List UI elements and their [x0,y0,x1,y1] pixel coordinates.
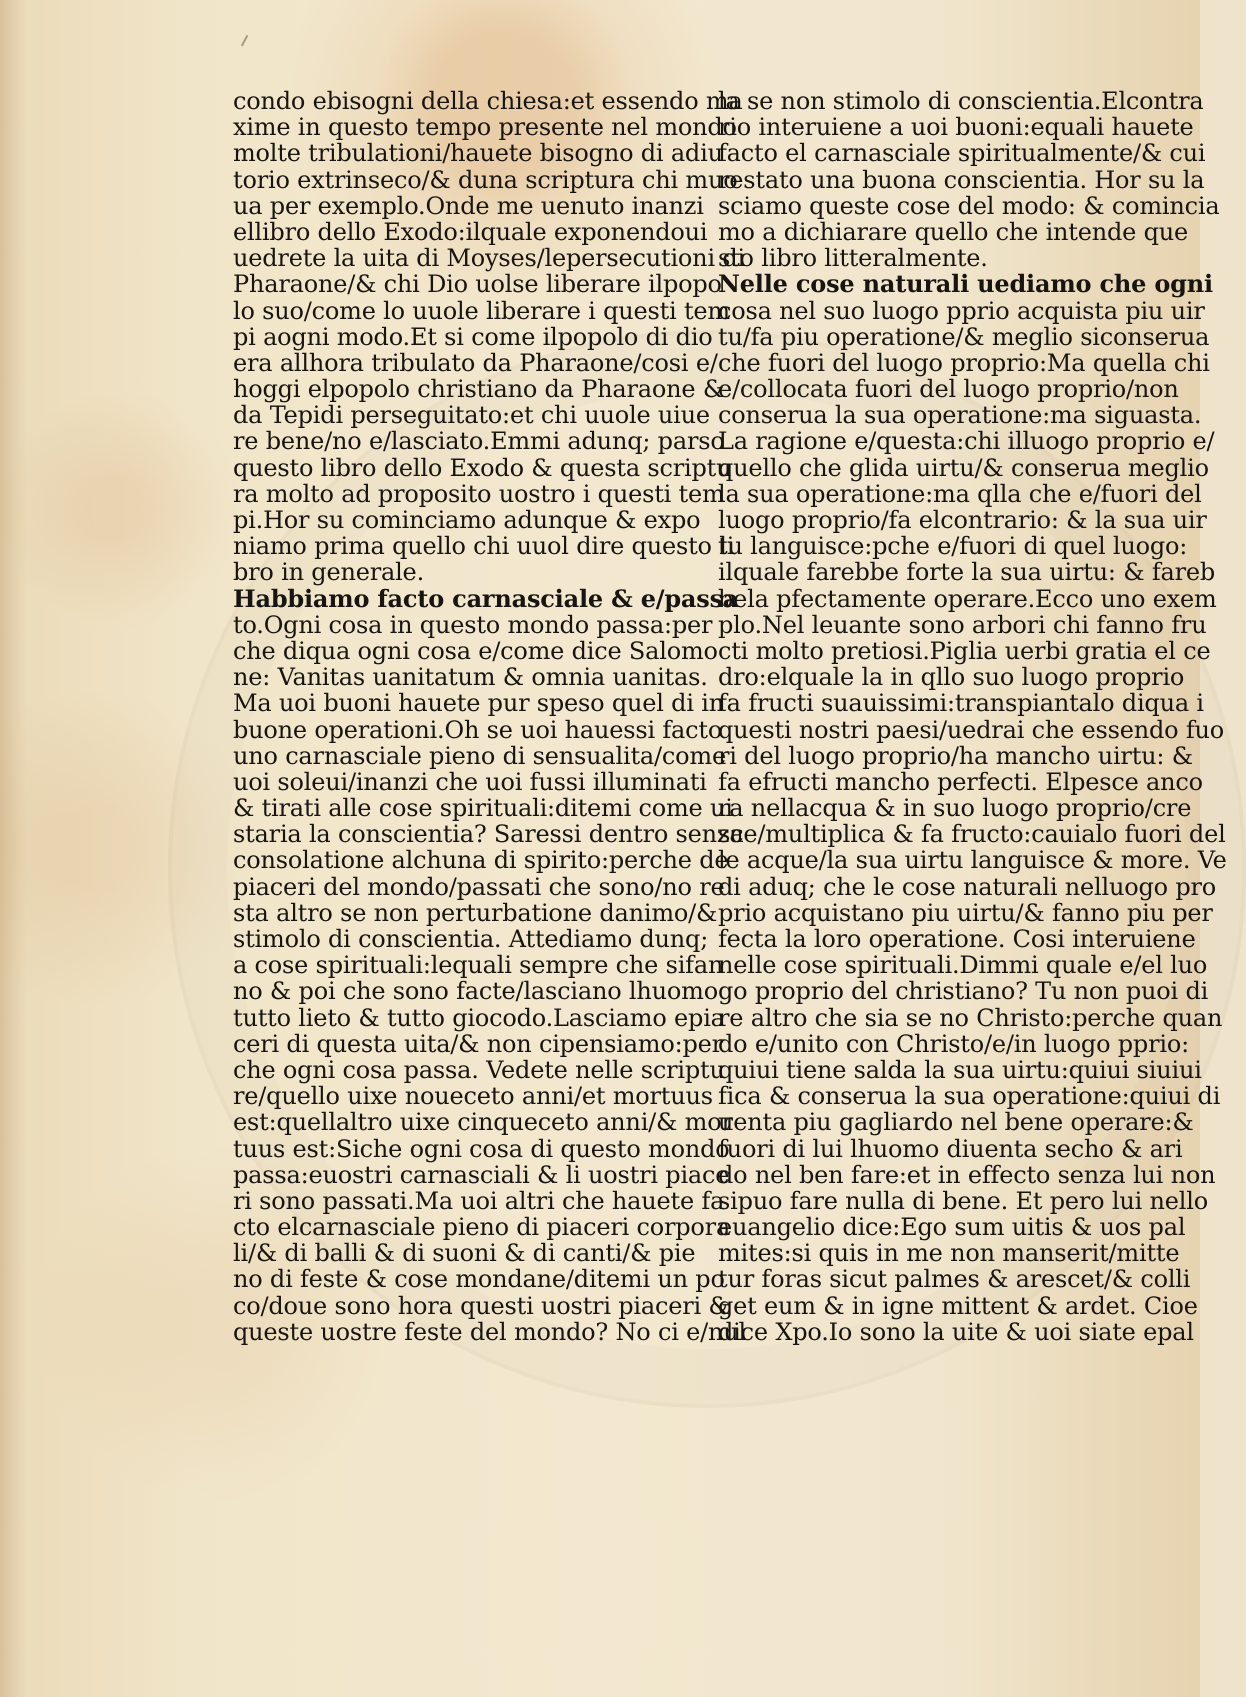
text-line: e/collocata fuori del luogo proprio/non [718,375,1179,404]
text-line: mo a dichiarare quello che intende que [718,217,1189,246]
text-line: nelle cose spirituali.Dimmi quale e/el luo [718,951,1208,980]
text-line: bro in generale. [233,558,424,587]
text-line: ra nellacqua & in suo luogo proprio/cre [718,794,1192,823]
text-line: quiui tiene salda la sua uirtu:quiui siuiui [718,1055,1202,1084]
text-line: uenta piu gagliardo nel bene operare:& [718,1108,1194,1137]
text-line: euangelio dice:Ego sum uitis & uos pal [718,1213,1186,1242]
text-line: re/quello uixe noueceto anni/et mortuus [233,1082,713,1111]
text-line: torio extrinseco/& duna scriptura chi muo [233,165,738,194]
text-line: co/doue sono hora questi uostri piaceri & [233,1291,730,1320]
text-line: xime in questo tempo presente nel mondo [233,113,737,142]
text-line: La ragione e/questa:chi illuogo proprio e/ [718,427,1215,456]
text-line: conserua la sua operatione:ma siguasta. [718,401,1202,430]
text-line: che ogni cosa passa. Vedete nelle scriptu [233,1055,725,1084]
text-line: uoi soleui/inanzi che uoi fussi illuminati [233,767,707,796]
text-line: quello che glida uirtu/& conserua meglio [718,453,1209,482]
text-line: uedrete la uita di Moyses/lepersecutioni di [233,244,745,273]
text-line: questo libro dello Exodo & questa scriptu [233,453,732,482]
text-line: cto elcarnasciale pieno di piaceri corpora [233,1213,731,1242]
text-line: ri sono passati.Ma uoi altri che hauete fa [233,1186,725,1215]
text-line: sciamo queste cose del modo: & comincia [718,191,1220,220]
text-line: passa:euostri carnasciali & li uostri piace [233,1160,730,1189]
text-line: hoggi elpopolo christiano da Pharaone & [233,375,725,404]
text-line: fecta la loro operatione. Cosi interuiene [718,925,1196,953]
text-line: stimolo di conscientia. Attediamo dunq; [233,925,709,953]
text-line: fuori di lui lhuomo diuenta secho & ari [718,1134,1183,1163]
left-text-column [233,87,747,1346]
text-line: restato una buona conscientia. Hor su la [718,165,1205,194]
text-line: tutto lieto & tutto giocodo.Lasciamo epia [233,1003,725,1032]
text-line: rio interuiene a uoi buoni:equali hauete [718,113,1194,142]
text-line: era allhora tribulato da Pharaone/cosi e/ [233,348,718,377]
text-line: la sua operatione:ma qlla che e/fuori del [718,479,1202,508]
text-line: no & poi che sono facte/lasciano lhuomo [233,977,718,1006]
text-line: lo suo/come lo uuole liberare i questi tem [233,296,730,325]
text-line: pi.Hor su cominciamo adunque & expo [233,506,701,534]
text-line: questi nostri paesi/uedrai che essendo fuo [718,715,1225,744]
text-line: no di feste & cose mondane/ditemi un po [233,1265,725,1294]
text-line: cosa nel suo luogo pprio acquista piu uir [718,296,1205,325]
text-line: tuus est:Siche ogni cosa di questo mondo [233,1134,730,1163]
text-line: facto el carnasciale spiritualmente/& cui [718,139,1206,168]
text-line: dro:elquale la in qllo suo luogo proprio [718,663,1185,692]
text-line: buone operationi.Oh se uoi hauessi facto [233,715,723,744]
text-line: Nelle cose naturali uediamo che ogni [718,269,1213,299]
text-line: fa efructi mancho perfecti. Elpesce anco [718,767,1203,796]
text-line: & tirati alle cose spirituali:ditemi come ui [233,794,733,823]
ink-mark [241,35,257,51]
text-line: tu/fa piu operatione/& meglio siconserua [718,322,1210,351]
text-line: Habbiamo facto carnasciale & e/passa [233,583,739,613]
text-line: do nel ben fare:et in effecto senza lui non [718,1160,1216,1189]
text-line: la se non stimolo di conscientia.Elcontra [718,87,1204,115]
text-line: fica & conserua la sua operatione:quiui di [718,1082,1221,1111]
text-line: fa fructi suauissimi:transpiantalo diqua i [718,689,1204,718]
text-line: ri del luogo proprio/ha mancho uirtu: & [718,741,1193,770]
text-line: to.Ogni cosa in questo mondo passa:per [233,610,713,639]
text-line: Pharaone/& chi Dio uolse liberare ilpopo [233,270,722,299]
text-line: Ma uoi buoni hauete pur speso quel di in [233,689,724,718]
text-line: che diqua ogni cosa e/come dice Salomo [233,636,718,665]
text-line: che fuori del luogo proprio:Ma quella chi [718,348,1210,377]
text-line: niamo prima quello chi uuol dire questo li [233,532,735,561]
text-line: piaceri del mondo/passati che sono/no re [233,872,725,901]
text-line: ellibro dello Exodo:ilquale exponendoui [233,217,708,246]
text-line: sipuo fare nulla di bene. Et pero lui nello [718,1186,1208,1215]
text-line: a cose spirituali:lequali sempre che sifan [233,951,724,980]
text-line: ilquale farebbe forte la sua uirtu: & fareb [718,558,1216,587]
text-line: ua per exemplo.Onde me uenuto inanzi [233,191,704,220]
text-line: dice Xpo.Io sono la uite & uoi siate epal [718,1317,1194,1346]
text-line: li/& di balli & di suoni & di canti/& pie [233,1239,696,1268]
right-text-column [718,87,1227,1346]
text-line: plo.Nel leuante sono arbori chi fanno fru [718,610,1207,639]
text-line: sto libro litteralmente. [718,244,988,273]
text-line: queste uostre feste del mondo? No ci e/nul [233,1317,747,1346]
text-line: consolatione alchuna di spirito:perche de [233,846,729,875]
text-line: tu languisce:pche e/fuori di quel luogo: [718,532,1188,561]
text-line: di aduq; che le cose naturali nelluogo pro [718,872,1217,901]
text-line: prio acquistano piu uirtu/& fanno piu per [718,898,1213,927]
text-line: le acque/la sua uirtu languisce & more. Ve [718,846,1227,875]
text-line: staria la conscientia? Saressi dentro senza [233,820,744,849]
text-line: sce/multiplica & fa fructo:cauialo fuori del [718,820,1226,849]
text-line: cti molto pretiosi.Piglia uerbi gratia el ce [718,636,1211,665]
text-line: condo ebisogni della chiesa:et essendo ma [233,87,743,115]
text-line: sta altro se non perturbatione danimo/& [233,898,718,927]
text-line: go proprio del christiano? Tu non puoi di [718,977,1209,1006]
text-line: tur foras sicut palmes & arescet/& colli [718,1265,1191,1294]
text-line: get eum & in igne mittent & ardet. Cioe [718,1291,1198,1320]
text-line: ne: Vanitas uanitatum & omnia uanitas. [233,663,708,692]
text-line: da Tepidi perseguitato:et chi uuole uiue [233,401,710,430]
text-line: do e/unito con Christo/e/in luogo pprio: [718,1029,1189,1058]
text-line: uno carnasciale pieno di sensualita/come [233,741,726,770]
text-line: ceri di questa uita/& non cipensiamo:per [233,1029,723,1058]
page-gutter-shadow [0,0,28,1697]
text-line: est:quellaltro uixe cinqueceto anni/& mor [233,1108,733,1137]
text-line: molte tribulationi/hauete bisogno di adiu [233,139,723,168]
text-line: bela pfectamente operare.Ecco uno exem [718,584,1217,613]
text-line: re altro che sia se no Christo:perche quan [718,1003,1223,1032]
text-line: luogo proprio/fa elcontrario: & la sua uir [718,506,1207,534]
text-line: pi aogni modo.Et si come ilpopolo di dio [233,322,713,351]
text-line: mites:si quis in me non manserit/mitte [718,1239,1180,1268]
text-line: ra molto ad proposito uostro i questi tem [233,479,725,508]
text-line: re bene/no e/lasciato.Emmi adunq; parso [233,427,725,456]
